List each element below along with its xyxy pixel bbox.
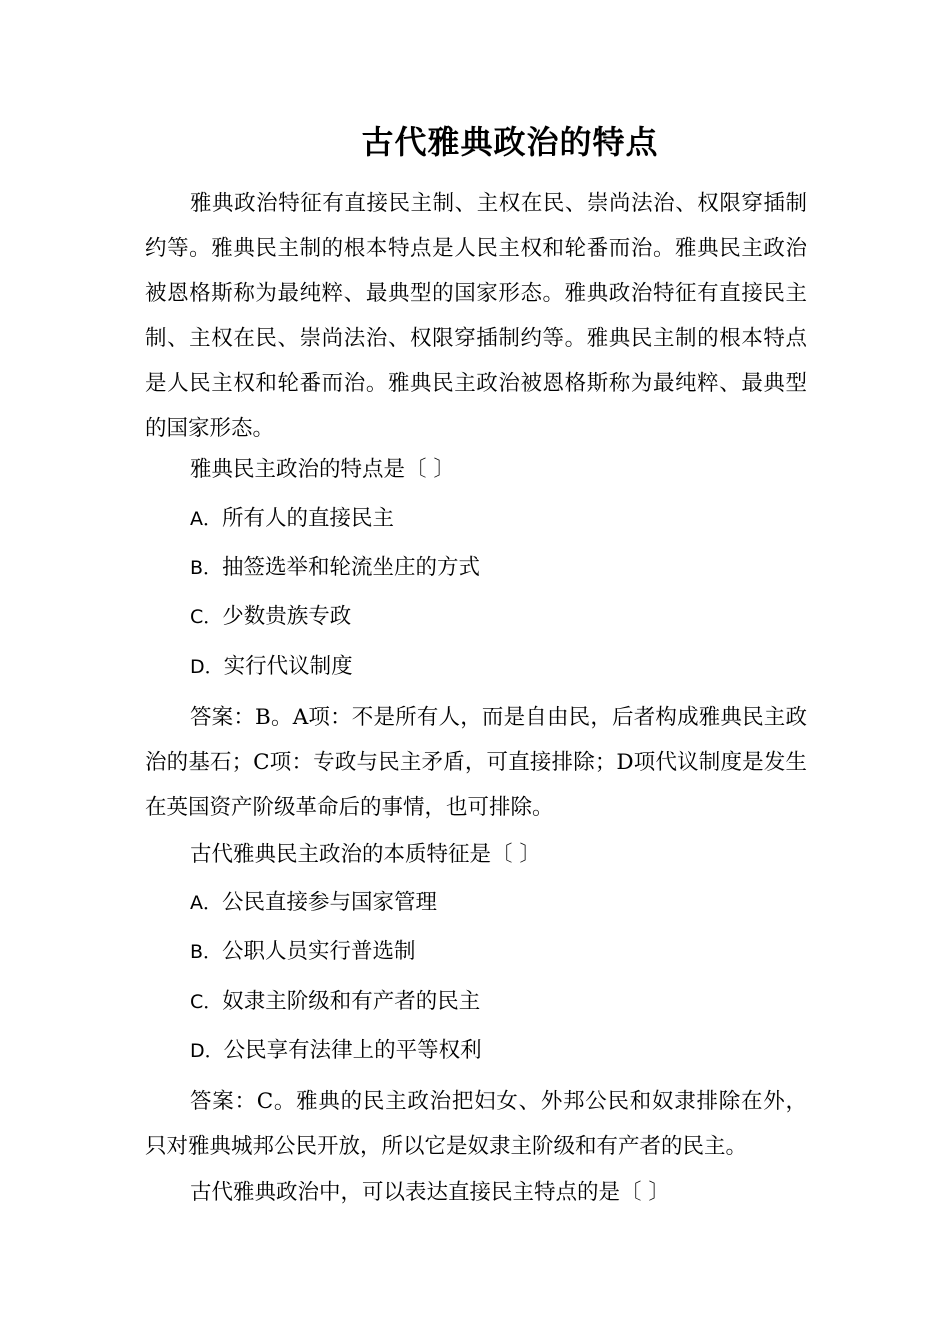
question-2-answer: 答案：C。雅典的民主政治把妇女、外邦公民和奴隶排除在外，只对雅典城邦公民开放，所以它是奴隶主阶级和有产者的民主。 bbox=[145, 1089, 807, 1159]
option-letter: B． bbox=[190, 557, 223, 579]
option-text: 少数贵族专政 bbox=[222, 604, 352, 629]
question-2-option-c bbox=[190, 987, 480, 1017]
option-letter: B． bbox=[190, 941, 223, 963]
option-text: 公职人员实行普选制 bbox=[222, 939, 416, 964]
question-2-option-a bbox=[190, 888, 437, 918]
question-1-option-c bbox=[190, 602, 351, 632]
option-letter: A． bbox=[190, 508, 222, 530]
option-text: 实行代议制度 bbox=[223, 654, 353, 679]
option-letter: A． bbox=[190, 892, 222, 914]
question-1-option-d bbox=[190, 652, 353, 682]
option-text: 公民直接参与国家管理 bbox=[222, 890, 438, 915]
question-1-answer: 答案：B。A项：不是所有人，而是自由民，后者构成雅典民主政治的基石；C项：专政与民主矛盾，可直接排除；D项代议制度是发生在英国资产阶级革命后的事情，也可排除。 bbox=[145, 705, 807, 820]
page-title: 古代雅典政治的特点 bbox=[361, 123, 659, 161]
question-1-option-b bbox=[190, 553, 480, 583]
question-1-stem: 雅典民主政治的特点是〔 〕 bbox=[190, 457, 455, 482]
option-text: 公民享有法律上的平等权利 bbox=[223, 1038, 482, 1063]
question-1-option-a bbox=[190, 504, 394, 534]
option-letter: C． bbox=[190, 991, 223, 1013]
question-2-option-d bbox=[190, 1036, 482, 1066]
question-3-stem: 古代雅典政治中，可以表达直接民主特点的是〔 〕 bbox=[190, 1180, 670, 1205]
question-2-stem: 古代雅典民主政治的本质特征是〔 〕 bbox=[190, 842, 541, 867]
intro-paragraph: 雅典政治特征有直接民主制、主权在民、崇尚法治、权限穿插制约等。雅典民主制的根本特点是人民主权和轮番而治。雅典民主政治被恩格斯称为最纯粹、最典型的国家形态。雅典政治特征有直接民主制、主权在民、崇尚法治、权限穿插制约等。雅典民主制的根本特点是人民主权和轮番而治。雅典民主政治被恩格斯称为最纯粹、最典型的国家形态。 bbox=[145, 191, 807, 441]
option-text: 抽签选举和轮流坐庄的方式 bbox=[222, 555, 481, 580]
option-letter: D． bbox=[190, 1040, 224, 1062]
question-2-option-b bbox=[190, 937, 416, 967]
option-letter: C． bbox=[190, 606, 223, 628]
option-letter: D． bbox=[190, 656, 224, 678]
option-text: 奴隶主阶级和有产者的民主 bbox=[222, 989, 481, 1014]
option-text: 所有人的直接民主 bbox=[222, 506, 395, 531]
